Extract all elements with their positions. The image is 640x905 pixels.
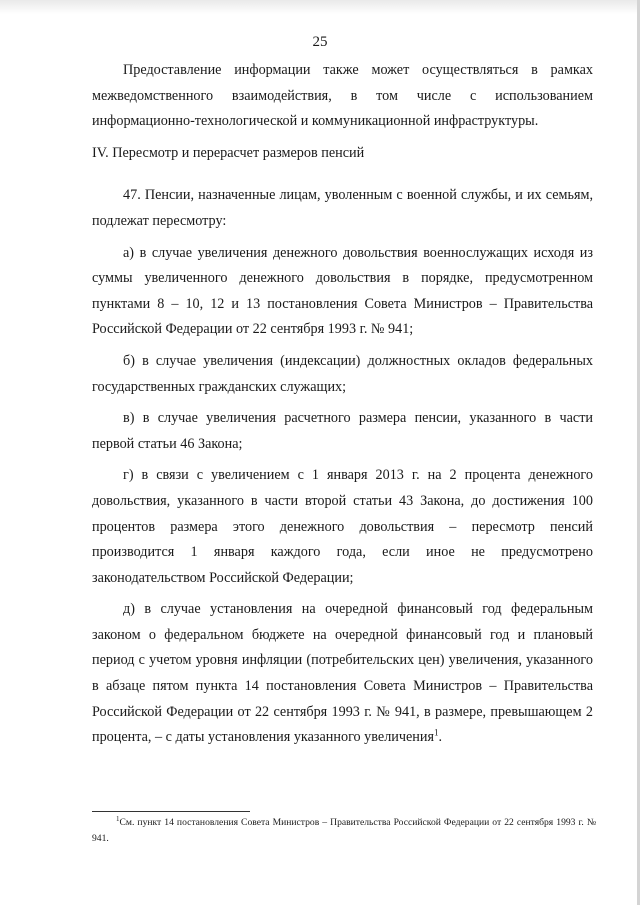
item-v: в) в случае увеличения расчетного размера пенсии, указанного в части первой статьи 46 Закона;	[92, 410, 593, 452]
item-g: г) в связи с увеличением с 1 января 2013 г. на 2 процента денежного довольствия, указанного в части второй статьи 43 Закона, до достижения 100 процентов размера этого денежного довольствия – пересмотр пенсий производится 1 января каждого года, если иное не предусмотрено законодательством Российской Федерации;	[92, 467, 593, 586]
scan-edge-top	[0, 0, 640, 14]
footnote	[92, 815, 596, 847]
item-d-text: д) в случае установления на очередной финансовый год федеральным законом о федеральном бюджете на очередной финансовый год и плановый период с учетом уровня инфляции (потребительских цен) увеличения, указанного в абзаце пятом пункта 14 постановления Совета Министров – Правительства Российской Федерации от 22 сентября 1993 г. № 941, в размере, превышающем 2 процента, – с даты установления указанного увеличения	[92, 601, 593, 746]
intro-paragraph: Предоставление информации также может осуществляться в рамках межведомственного взаимодействия, в том числе с использованием информационно-технологической и коммуникационной инфраструктуры.	[92, 62, 593, 130]
footnote-text: См. пункт 14 постановления Совета Министров – Правительства Российской Федерации от 22 сентября 1993 г. № 941.	[92, 817, 596, 844]
document-body	[92, 58, 593, 751]
section-heading: IV. Пересмотр и перерасчет размеров пенсий	[92, 144, 365, 161]
item-b: б) в случае увеличения (индексации) должностных окладов федеральных государственных гражданских служащих;	[92, 352, 593, 395]
paragraph-47: 47. Пенсии, назначенные лицам, уволенным с военной службы, и их семьям, подлежат пересмотру:	[92, 187, 593, 229]
item-d: д) в случае установления на очередной финансовый год федеральным законом о федеральном бюджете на очередной финансовый год и плановый период с учетом уровня инфляции (потребительских цен) увеличения, указанного в абзаце пятом пункта 14 постановления Совета Министров – Правительства Российской Федерации от 22 сентября 1993 г. № 941, в размере, превышающем 2 процента, – с даты установления указанного увеличения$^1$.	[92, 601, 593, 746]
item-a: а) в случае увеличения денежного довольствия военнослужащих исходя из суммы увеличенного денежного довольствия в порядке, предусмотренном пунктами 8 – 10, 12 и 13 постановления Совета Министров – Правительства Российской Федерации от 22 сентября 1993 г. № 941;	[92, 244, 593, 338]
page-number: 25	[312, 34, 328, 50]
footnote-reference: 1	[434, 727, 439, 738]
footnote-mark: 1	[116, 814, 120, 823]
footnote-rule	[92, 811, 250, 812]
